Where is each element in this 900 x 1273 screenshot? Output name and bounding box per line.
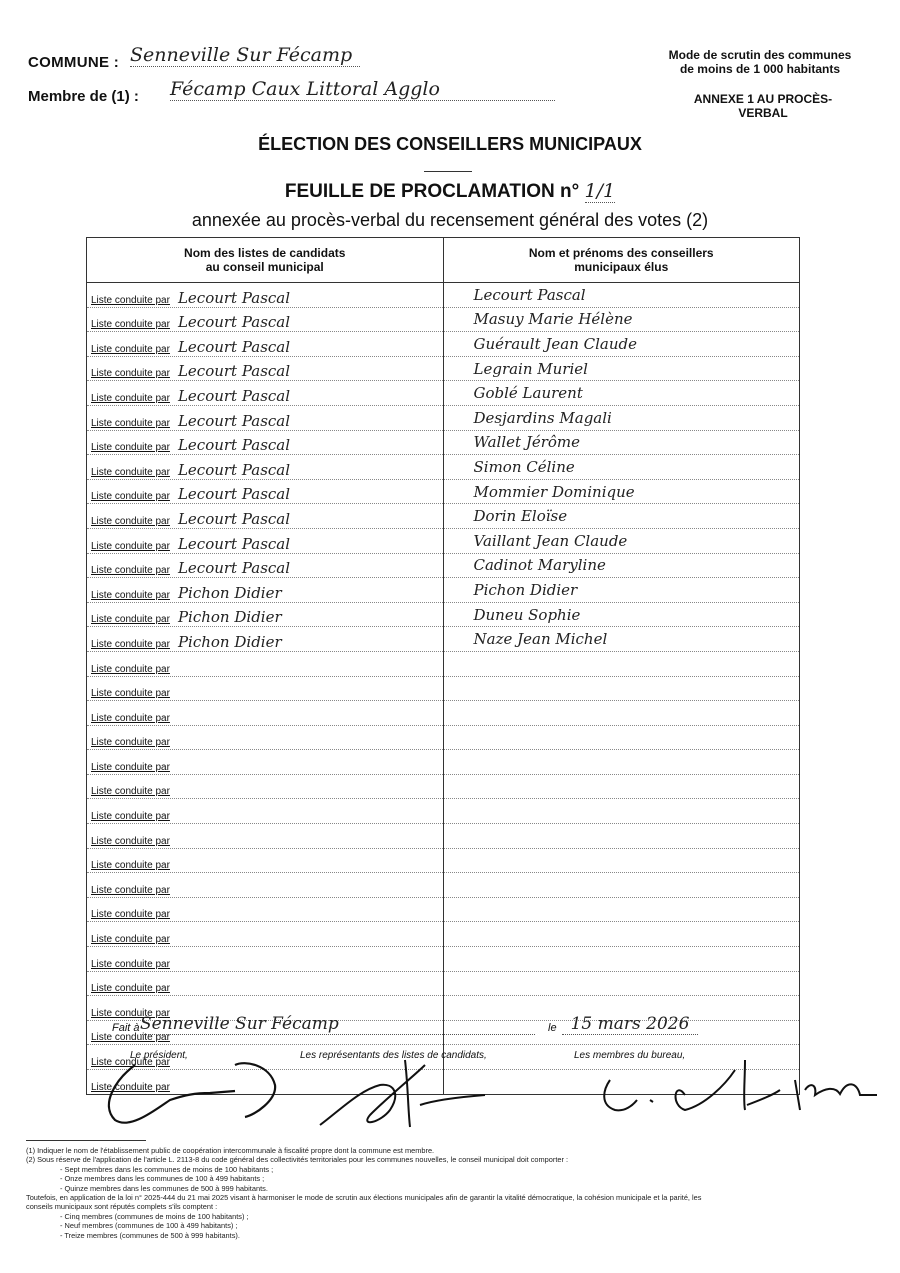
liste-name: Lecourt Pascal	[177, 288, 291, 307]
elu-name: Mommier Dominique	[443, 479, 800, 504]
elu-name: Desjardins Magali	[443, 405, 800, 430]
elu-name	[443, 725, 800, 750]
table-row	[87, 799, 800, 824]
liste-cell	[87, 356, 444, 381]
liste-cell	[87, 479, 444, 504]
elu-name: Naze Jean Michel	[443, 627, 800, 652]
liste-cell	[87, 504, 444, 529]
mode-line-2: de moins de 1 000 habitants	[679, 62, 841, 76]
date-value: 15 mars 2026	[562, 1014, 698, 1035]
page-title: ÉLECTION DES CONSEILLERS MUNICIPAUX	[258, 134, 642, 154]
proclamation-table	[86, 237, 800, 1095]
mode-line-1: Mode de scrutin des communes	[668, 48, 852, 62]
table-row	[87, 430, 800, 455]
liste-cell	[87, 602, 444, 627]
footnote-toutefois-2: conseils municipaux sont réputés complets s'ils comptent :	[26, 1202, 218, 1212]
liste-prefix: Liste conduite par	[91, 442, 170, 454]
table-row	[87, 602, 800, 627]
table-row	[87, 504, 800, 529]
elu-name: Legrain Muriel	[443, 356, 800, 381]
table-row	[87, 553, 800, 578]
liste-cell	[87, 971, 444, 996]
footnote-toutefois: Toutefois, en application de la loi n° 2025-444 du 21 mai 2025 visant à harmoniser le mode de scrutin aux élections municipales afin de garantir la vitalité démocratique, la cohésion municipale et la parité, les	[26, 1193, 702, 1203]
table-row	[87, 381, 800, 406]
liste-prefix: Liste conduite par	[91, 1057, 170, 1068]
liste-prefix: Liste conduite par	[91, 934, 170, 946]
fait-label: Fait à	[112, 1022, 140, 1034]
table-row	[87, 283, 800, 308]
fait-value: Senneville Sur Fécamp	[140, 1014, 535, 1035]
liste-prefix: Liste conduite par	[91, 417, 170, 429]
liste-cell	[87, 307, 444, 332]
liste-name: Lecourt Pascal	[177, 436, 291, 455]
liste-prefix: Liste conduite par	[91, 515, 170, 527]
footnote-2: (2) Sous réserve de l'application de l'article L. 2113-8 du code général des collectivités territoriales pour les communes nouvelles, le conseil municipal doit comporter :	[26, 1155, 569, 1165]
liste-cell	[87, 405, 444, 430]
elu-name: Vaillant Jean Claude	[443, 528, 800, 553]
annexe-line-2: VERBAL	[738, 106, 788, 120]
liste-prefix: Liste conduite par	[91, 319, 170, 331]
liste-cell	[87, 381, 444, 406]
liste-prefix: Liste conduite par	[91, 761, 170, 773]
liste-cell	[87, 553, 444, 578]
elu-name	[443, 873, 800, 898]
liste-name: Lecourt Pascal	[177, 411, 291, 430]
liste-name: Lecourt Pascal	[177, 534, 291, 553]
liste-name: Lecourt Pascal	[177, 362, 291, 381]
liste-prefix: Liste conduite par	[91, 884, 170, 896]
liste-cell	[87, 947, 444, 972]
table-row	[87, 528, 800, 553]
liste-prefix: Liste conduite par	[91, 1081, 170, 1093]
liste-prefix: Liste conduite par	[91, 466, 170, 478]
liste-prefix: Liste conduite par	[91, 909, 170, 921]
elu-name	[443, 947, 800, 972]
liste-prefix: Liste conduite par	[91, 712, 170, 724]
liste-cell	[87, 627, 444, 652]
liste-cell	[87, 774, 444, 799]
liste-prefix: Liste conduite par	[91, 663, 170, 675]
elu-name	[443, 651, 800, 676]
table-header-row	[87, 238, 800, 283]
elu-name: Wallet Jérôme	[443, 430, 800, 455]
footnote-divider	[26, 1140, 146, 1141]
elu-name	[443, 774, 800, 799]
elu-name: Dorin Eloïse	[443, 504, 800, 529]
table-row	[87, 774, 800, 799]
elu-name: Lecourt Pascal	[443, 283, 800, 308]
elu-name: Simon Céline	[443, 455, 800, 480]
liste-cell	[87, 651, 444, 676]
liste-prefix: Liste conduite par	[91, 368, 170, 380]
liste-name: Lecourt Pascal	[177, 386, 291, 405]
liste-cell	[87, 283, 444, 308]
liste-cell	[87, 799, 444, 824]
table-row	[87, 651, 800, 676]
representant-signature	[300, 1055, 490, 1135]
liste-prefix: Liste conduite par	[91, 1007, 170, 1019]
table-row	[87, 455, 800, 480]
liste-prefix: Liste conduite par	[91, 958, 170, 970]
elu-name: Pichon Didier	[443, 578, 800, 603]
elu-name	[443, 971, 800, 996]
liste-cell	[87, 578, 444, 603]
liste-cell	[87, 873, 444, 898]
liste-cell	[87, 750, 444, 775]
liste-prefix: Liste conduite par	[91, 491, 170, 503]
table-row	[87, 307, 800, 332]
liste-prefix: Liste conduite par	[91, 860, 170, 872]
president-label: Le président,	[130, 1050, 188, 1061]
membre-value: Fécamp Caux Littoral Agglo	[170, 78, 555, 101]
table-row	[87, 873, 800, 898]
feuille-heading	[0, 180, 900, 203]
liste-prefix: Liste conduite par	[91, 688, 170, 700]
liste-prefix: Liste conduite par	[91, 294, 170, 306]
table-row	[87, 947, 800, 972]
table-row	[87, 479, 800, 504]
footnote-2-item-2: - Onze membres dans les communes de 100 à 499 habitants ;	[60, 1174, 265, 1184]
elu-name	[443, 922, 800, 947]
representants-label: Les représentants des listes de candidats,	[300, 1050, 487, 1061]
liste-prefix: Liste conduite par	[91, 540, 170, 552]
liste-name: Lecourt Pascal	[177, 313, 291, 332]
col-header-elus-line2: municipaux élus	[574, 260, 669, 274]
table-row	[87, 725, 800, 750]
col-header-listes-line1: Nom des listes de candidats	[184, 246, 346, 260]
membres-signatures	[595, 1050, 880, 1130]
elu-name: Goblé Laurent	[443, 381, 800, 406]
table-row	[87, 922, 800, 947]
footnote-2-item-3: - Quinze membres dans les communes de 500 à 999 habitants.	[60, 1183, 268, 1193]
liste-cell	[87, 701, 444, 726]
annexee-subtitle: annexée au procès-verbal du recensement général des votes (2)	[191, 210, 709, 230]
liste-prefix: Liste conduite par	[91, 638, 170, 650]
annexe-note	[668, 92, 858, 120]
liste-name: Lecourt Pascal	[177, 460, 291, 479]
liste-prefix: Liste conduite par	[91, 392, 170, 404]
col-header-listes-line2: au conseil municipal	[205, 260, 324, 274]
feuille-number: 1/1	[584, 180, 616, 202]
liste-cell	[87, 922, 444, 947]
liste-prefix: Liste conduite par	[91, 983, 170, 995]
liste-cell	[87, 725, 444, 750]
elu-name	[443, 799, 800, 824]
liste-name: Lecourt Pascal	[177, 337, 291, 356]
liste-prefix: Liste conduite par	[91, 737, 170, 749]
elu-name: Masuy Marie Hélène	[443, 307, 800, 332]
liste-prefix: Liste conduite par	[91, 835, 170, 847]
elu-name	[443, 701, 800, 726]
table-row	[87, 356, 800, 381]
liste-cell	[87, 430, 444, 455]
table-row	[87, 971, 800, 996]
table-row	[87, 701, 800, 726]
mode-scrutin-note	[640, 48, 880, 76]
table-body	[87, 283, 800, 1095]
elu-name	[443, 897, 800, 922]
liste-prefix: Liste conduite par	[91, 786, 170, 798]
footnote-3-item-2: - Neuf membres (communes de 100 à 499 habitants) ;	[60, 1221, 238, 1231]
table-row	[87, 332, 800, 357]
liste-cell	[87, 332, 444, 357]
table-row	[87, 750, 800, 775]
feuille-label: FEUILLE DE PROCLAMATION n°	[284, 181, 580, 202]
footnotes	[26, 1146, 876, 1240]
liste-cell	[87, 528, 444, 553]
liste-prefix: Liste conduite par	[91, 343, 170, 355]
liste-name: Pichon Didier	[177, 608, 282, 627]
liste-prefix: Liste conduite par	[91, 1032, 170, 1044]
col-header-listes	[87, 238, 444, 283]
commune-value: Senneville Sur Fécamp	[130, 44, 360, 67]
commune-label: COMMUNE :	[28, 54, 120, 71]
elu-name	[443, 676, 800, 701]
col-header-elus-line1: Nom et prénoms des conseillers	[528, 246, 714, 260]
table-row	[87, 848, 800, 873]
liste-name: Pichon Didier	[177, 632, 282, 651]
elu-name: Guérault Jean Claude	[443, 332, 800, 357]
elu-name	[443, 824, 800, 849]
table-row	[87, 824, 800, 849]
liste-prefix: Liste conduite par	[91, 811, 170, 823]
elu-name	[443, 848, 800, 873]
liste-prefix: Liste conduite par	[91, 589, 170, 601]
footnote-3-item-3: - Treize membres (communes de 500 à 999 habitants).	[60, 1230, 240, 1240]
liste-cell	[87, 455, 444, 480]
liste-cell	[87, 897, 444, 922]
membre-label: Membre de (1) :	[28, 88, 139, 105]
title-divider	[424, 171, 472, 172]
footnote-1: (1) Indiquer le nom de l'établissement public de coopération intercommunale à fiscalité propre dont la commune est membre.	[26, 1146, 435, 1155]
liste-cell	[87, 848, 444, 873]
liste-name: Lecourt Pascal	[177, 509, 291, 528]
membres-label: Les membres du bureau,	[574, 1050, 686, 1061]
table-row	[87, 627, 800, 652]
liste-name: Lecourt Pascal	[177, 485, 291, 504]
annexe-line-1: ANNEXE 1 AU PROCÈS-	[693, 92, 833, 106]
liste-name: Pichon Didier	[177, 583, 282, 602]
table-row	[87, 676, 800, 701]
footnote-3-item-1: - Cinq membres (communes de moins de 100 habitants) ;	[60, 1211, 249, 1221]
elu-name	[443, 750, 800, 775]
liste-cell	[87, 824, 444, 849]
col-header-elus	[443, 238, 800, 283]
liste-prefix: Liste conduite par	[91, 614, 170, 626]
footnote-2-item-1: - Sept membres dans les communes de moins de 100 habitants ;	[60, 1164, 274, 1174]
president-signature	[95, 1055, 285, 1130]
liste-cell	[87, 676, 444, 701]
table-row	[87, 578, 800, 603]
liste-prefix: Liste conduite par	[91, 565, 170, 577]
elu-name: Duneu Sophie	[443, 602, 800, 627]
table-row	[87, 897, 800, 922]
table-row	[87, 405, 800, 430]
elu-name: Cadinot Maryline	[443, 553, 800, 578]
le-label: le	[548, 1022, 557, 1034]
liste-name: Lecourt Pascal	[177, 559, 291, 578]
